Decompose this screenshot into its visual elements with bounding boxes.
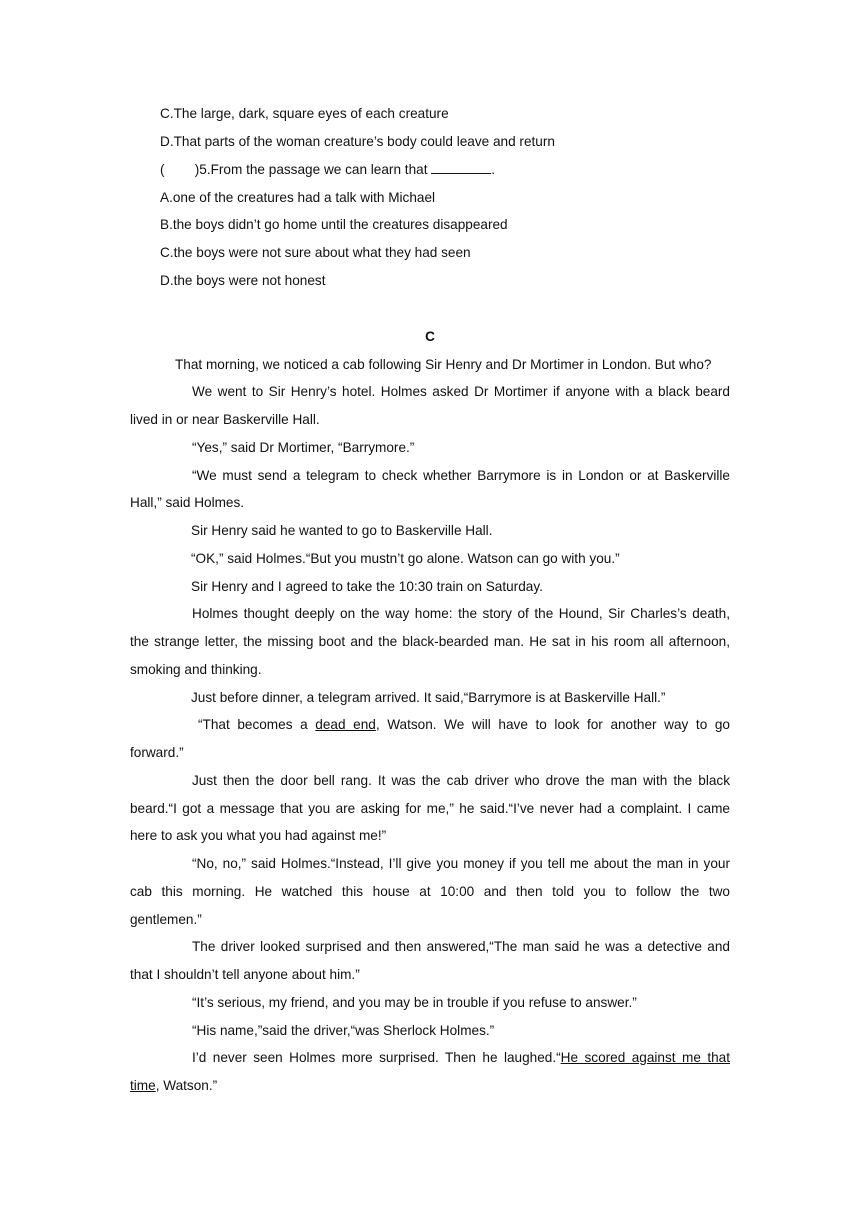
q5-stem-end: . [491, 162, 496, 177]
paragraph-4-line-1: “We must send a telegram to check whether Barrymore is in London or at Baskerville [192, 468, 730, 483]
paragraph-8-line-1: Holmes thought deeply on the way home: the story of the Hound, Sir Charles’s death, [192, 606, 730, 621]
paragraph-13-line-2: that I shouldn’t tell anyone about him.” [130, 967, 360, 982]
paragraph-12-line-3: gentlemen.” [130, 912, 202, 927]
paragraph-16-line-1 [130, 1048, 730, 1068]
paragraph-8-line-2: the strange letter, the missing boot and the black-bearded man. He sat in his room all afternoon, [130, 634, 730, 649]
paragraph-15: “His name,”said the driver,“was Sherlock Holmes.” [192, 1023, 495, 1038]
paragraph-13-line-1: The driver looked surprised and then answered,“The man said he was a detective and [192, 939, 730, 954]
paragraph-4-line-2: Hall,” said Holmes. [130, 495, 245, 510]
q5-option-c: C.the boys were not sure about what they had seen [160, 245, 471, 260]
underlined-phrase-time: time [130, 1078, 156, 1093]
paragraph-16-text-b: , Watson.” [155, 1078, 218, 1093]
paragraph-2-line-2: lived in or near Baskerville Hall. [130, 412, 320, 427]
paragraph-10-text-a: “That becomes a [198, 717, 316, 732]
paragraph-8-line-3: smoking and thinking. [130, 662, 262, 677]
q5-stem-text: ( )5.From the passage we can learn that [160, 162, 432, 177]
paragraph-10-text-b: , Watson. We will have to look for another way to go [375, 717, 730, 732]
paragraph-5: Sir Henry said he wanted to go to Baskerville Hall. [191, 523, 493, 538]
answer-blank [431, 161, 491, 174]
paragraph-2-line-1: We went to Sir Henry’s hotel. Holmes asked Dr Mortimer if anyone with a black beard [192, 384, 730, 399]
q4-option-d: D.That parts of the woman creature’s body could leave and return [160, 134, 555, 149]
paragraph-3: “Yes,” said Dr Mortimer, “Barrymore.” [192, 440, 415, 455]
paragraph-12-line-2: cab this morning. He watched this house at 10:00 and then told you to follow the two [130, 884, 730, 899]
q5-option-d: D.the boys were not honest [160, 273, 326, 288]
section-heading: C [425, 329, 435, 344]
paragraph-9: Just before dinner, a telegram arrived. It said,“Barrymore is at Baskerville Hall.” [191, 690, 666, 705]
paragraph-16-line-2 [130, 1076, 730, 1096]
q5-stem [160, 160, 760, 180]
q4-option-c: C.The large, dark, square eyes of each creature [160, 106, 449, 121]
q5-option-a: A.one of the creatures had a talk with Michael [160, 190, 436, 205]
paragraph-1: That morning, we noticed a cab following Sir Henry and Dr Mortimer in London. But who? [175, 357, 712, 372]
paragraph-11-line-2: beard.“I got a message that you are asking for me,” he said.“I’ve never had a complaint. I came [130, 801, 730, 816]
underlined-phrase-scored: He scored against me that [560, 1050, 730, 1065]
q5-option-b: B.the boys didn’t go home until the creatures disappeared [160, 217, 508, 232]
paragraph-11-line-3: here to ask you what you had against me!” [130, 828, 387, 843]
paragraph-7: Sir Henry and I agreed to take the 10:30 train on Saturday. [191, 579, 543, 594]
paragraph-14: “It’s serious, my friend, and you may be in trouble if you refuse to answer.” [192, 995, 637, 1010]
underlined-phrase-dead-end: dead end [315, 717, 376, 732]
paragraph-10-line-1 [130, 715, 730, 735]
paragraph-12-line-1: “No, no,” said Holmes.“Instead, I’ll give you money if you tell me about the man in your [192, 856, 730, 871]
paragraph-10-line-2: forward.” [130, 745, 184, 760]
paragraph-11-line-1: Just then the door bell rang. It was the cab driver who drove the man with the black [192, 773, 730, 788]
paragraph-6: “OK,” said Holmes.“But you mustn’t go alone. Watson can go with you.” [191, 551, 620, 566]
paragraph-16-text-a: I’d never seen Holmes more surprised. Then he laughed.“ [192, 1050, 561, 1065]
